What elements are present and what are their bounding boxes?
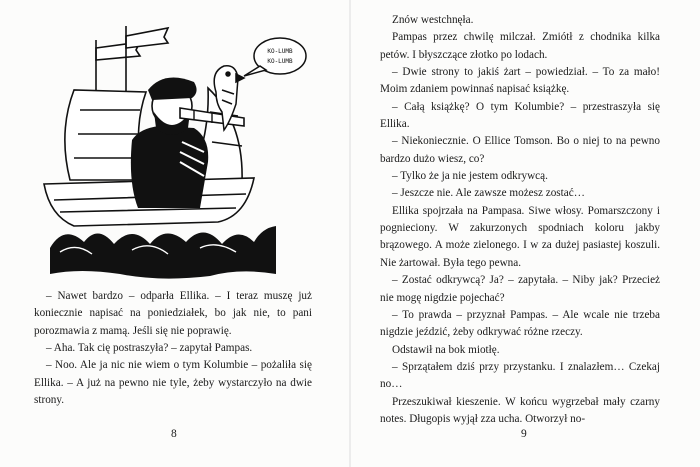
left-page-text: [34, 288, 312, 409]
right-page-text: [380, 12, 660, 428]
right-paragraph-8: Ellika spojrzała na Pampasa. Siwe włosy. Pomarszczony i pognieciony. W zakurzonych spodniach koloru jakby brązowego. A może zielonego. I w za dużej pasiastej koszuli. Nie żartował. Była tego pewna.: [380, 204, 660, 269]
left-page: [0, 0, 349, 467]
right-paragraph-11: Odstawił na bok miotłę.: [392, 343, 500, 356]
right-paragraph-13: Przeszukiwał kieszenie. W końcu wygrzebał mały czarny notes. Długopis wyjął zza ucha. Otworzył no-: [380, 395, 660, 425]
left-paragraph-2: – Aha. Tak cię postraszyła? – zapytał Pampas.: [46, 342, 253, 355]
right-paragraph-7: – Jeszcze nie. Ale zawsze możesz zostać…: [392, 187, 585, 200]
right-paragraph-1: Znów westchnęła.: [392, 14, 474, 26]
right-paragraph-6: – Tylko że ja nie jestem odkrywcą.: [392, 170, 548, 183]
right-paragraph-3: – Dwie strony to jakiś żart – powiedział. – To za mało! Moim zdaniem powinnaś napisać książkę.: [380, 66, 660, 96]
right-paragraph-4: – Całą książkę? O tym Kolumbie? – przestraszyła się Ellika.: [380, 100, 660, 131]
right-paragraph-9: – Zostać odkrywcą? Ja? – zapytała. – Niby jak? Przecież nie mogę nigdzie pojechać?: [380, 274, 660, 304]
speech-text-line-2: KO-LUMB: [267, 58, 293, 65]
speech-text-line-1: KO-LUMB: [267, 48, 293, 55]
left-paragraph-1: – Nawet bardzo – odparła Ellika. – I teraz muszę już koniecznie napisać na poniedziałek, bo jak nie, to pani porozmawia z mamą. Jeśli się nie poprawię.: [34, 290, 312, 337]
right-paragraph-12: – Sprzątałem dziś przy przystanku. I znalazłem… Czekaj no…: [380, 360, 660, 391]
pirate-ship-illustration: [40, 12, 310, 282]
page-number-right: 9: [521, 428, 527, 440]
left-paragraph-3: – Noo. Ale ja nic nie wiem o tym Kolumbie – pożaliła się Ellika. – A już na pewno nie tyle, żeby wystarczyło na dwie strony.: [34, 359, 312, 407]
page-number-left: 8: [171, 428, 177, 440]
right-paragraph-5: – Niekoniecznie. O Ellice Tomson. Bo o niej to na pewno bardzo dużo wiesz, co?: [380, 135, 660, 165]
speech-bubble: [244, 38, 306, 76]
right-paragraph-10: – To prawda – przyznał Pampas. – Ale wcale nie trzeba nigdzie jeździć, żeby odkrywać różne rzeczy.: [380, 308, 660, 339]
right-paragraph-2: Pampas przez chwilę milczał. Zmiótł z chodnika kilka petów. I błyszczące złotko po lodach.: [380, 31, 660, 61]
sea-waves: [50, 226, 276, 279]
